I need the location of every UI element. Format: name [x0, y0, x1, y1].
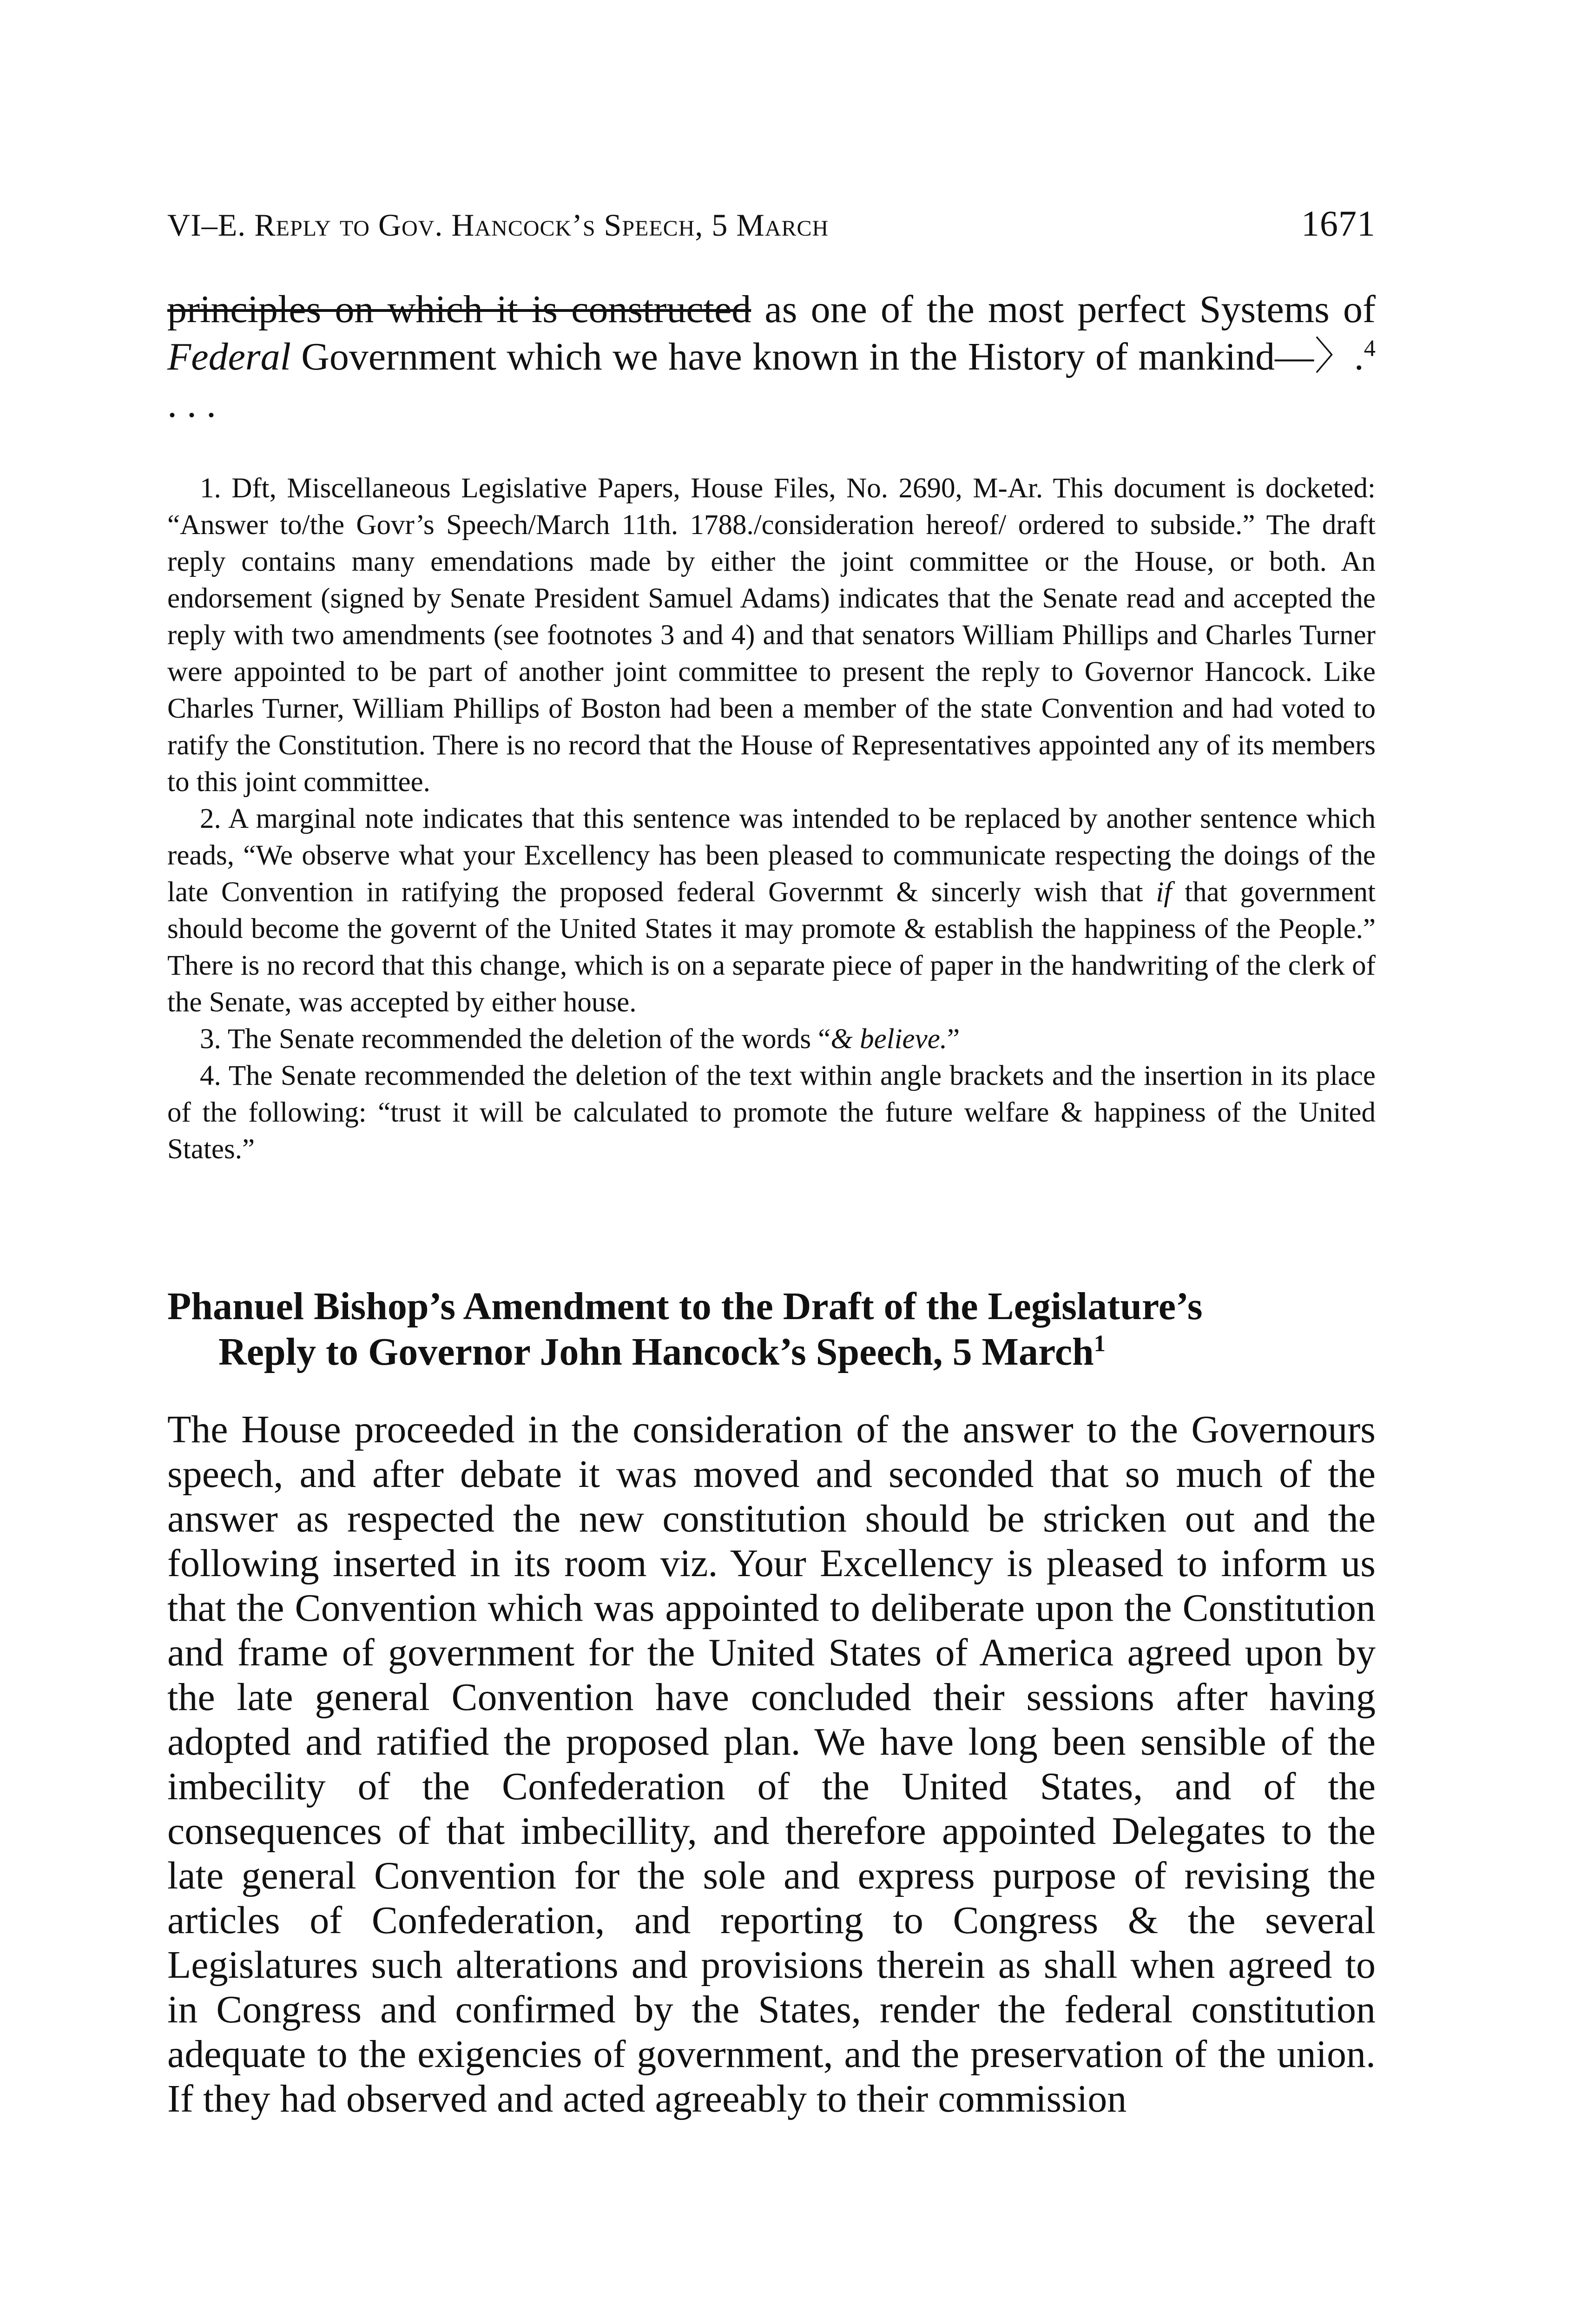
- continuation-paragraph: [167, 286, 1376, 428]
- footnote-italic: & believe.: [830, 1023, 948, 1055]
- continuation-text: as one of the most perfect Systems of: [751, 288, 1376, 331]
- footnote-text: A marginal note indicates that this sentence was intended to be replaced by another sentence which reads, “We observe what your Excellency has been pleased to communicate respecting the doings of the late Convention in ratifying the proposed federal Governmt & sincerly wish that: [167, 803, 1376, 908]
- footnote-text: Dft, Miscellaneous Legislative Papers, House Files, No. 2690, M-Ar. This document is docketed: “Answer to/the Govr’s Speech/March 11th. 1788./consideration hereof/ ordered to subside.” The draft reply contains many emendations made by either the joint committee or the House, or both. An endorsement (signed by Senate President Samuel Adams) indicates that the Senate read and accepted the reply with two amendments (see footnotes 3 and 4) and that senators William Phillips and Charles Turner were appointed to be part of another joint committee to present the reply to Governor Hancock. Like Charles Turner, William Phillips of Boston had been a member of the state Convention and had voted to ratify the Constitution. There is no record that the House of Representatives appointed any of its members to this joint committee.: [167, 473, 1376, 798]
- footnotes: [167, 470, 1376, 1168]
- footnote-label: 2.: [200, 803, 229, 834]
- footnote-1: [167, 470, 1376, 800]
- footnote-text-continued: that government should become the governt of the United States it may promote & establish the happiness of the People.” There is no record that this change, which is on a separate piece of paper in the handwriting of the clerk of the Senate, was accepted by either house.: [167, 877, 1376, 1018]
- section-heading-line2: [167, 1329, 1376, 1375]
- running-head: [167, 195, 1376, 251]
- footnote-text: The Senate recommended the deletion of the words “: [227, 1023, 831, 1055]
- footnote-label: 4.: [200, 1060, 229, 1091]
- struck-text: principles on which it is constructed: [167, 288, 751, 331]
- footnote-2: [167, 800, 1376, 1021]
- footnote-italic: if: [1156, 877, 1172, 908]
- footnote-3: [167, 1021, 1376, 1057]
- continuation-tail: Government which we have known in the History of mankind—〉.: [290, 335, 1364, 378]
- footnote-label: 1.: [200, 473, 232, 504]
- page-number: 1671: [1301, 203, 1376, 244]
- section-heading-line2-text: Reply to Governor John Hancock’s Speech, 5 March: [218, 1330, 1094, 1373]
- section-heading-line1: Phanuel Bishop’s Amendment to the Draft of the Legislature’s: [167, 1285, 1203, 1328]
- italic-federal: Federal: [167, 335, 291, 378]
- document-page: [167, 195, 1376, 2160]
- footnote-ref-4: 4: [1364, 335, 1376, 361]
- footnote-label: 3.: [200, 1023, 228, 1055]
- running-head-title: VI–E. Reply to Gov. Hancock’s Speech, 5 March: [167, 207, 829, 243]
- footnote-text: The Senate recommended the deletion of the text within angle brackets and the insertion in its place of the following: “trust it will be calculated to promote the future welfare & happiness of the United States.”: [167, 1060, 1376, 1165]
- section-heading: [167, 1284, 1376, 1375]
- heading-note-ref: 1: [1094, 1330, 1106, 1356]
- section-body-paragraph: The House proceeded in the consideration of the answer to the Governours speech, and after debate it was moved and seconded that so much of the answer as respected the new constitution should be stricken out and the following inserted in its room viz. Your Excellency is pleased to inform us that the Convention which was appointed to deliberate upon the Constitution and frame of government for the United States of America agreed upon by the late general Convention have concluded their sessions after having adopted and ratified the proposed plan. We have long been sensible of the imbecility of the Confederation of the United States, and of the consequences of that imbecillity, and therefore appointed Delegates to the late general Convention for the sole and express purpose of revising the articles of Confederation, and reporting to Congress & the several Legislatures such alterations and provisions therein as shall when agreed to in Congress and confirmed by the States, render the federal constitution adequate to the exigencies of government, and the preservation of the union. If they had observed and acted agreeably to their commission: [167, 1407, 1376, 2120]
- footnote-text-continued: ”: [947, 1023, 960, 1055]
- ellipsis: . . .: [167, 383, 216, 426]
- footnote-4: [167, 1057, 1376, 1168]
